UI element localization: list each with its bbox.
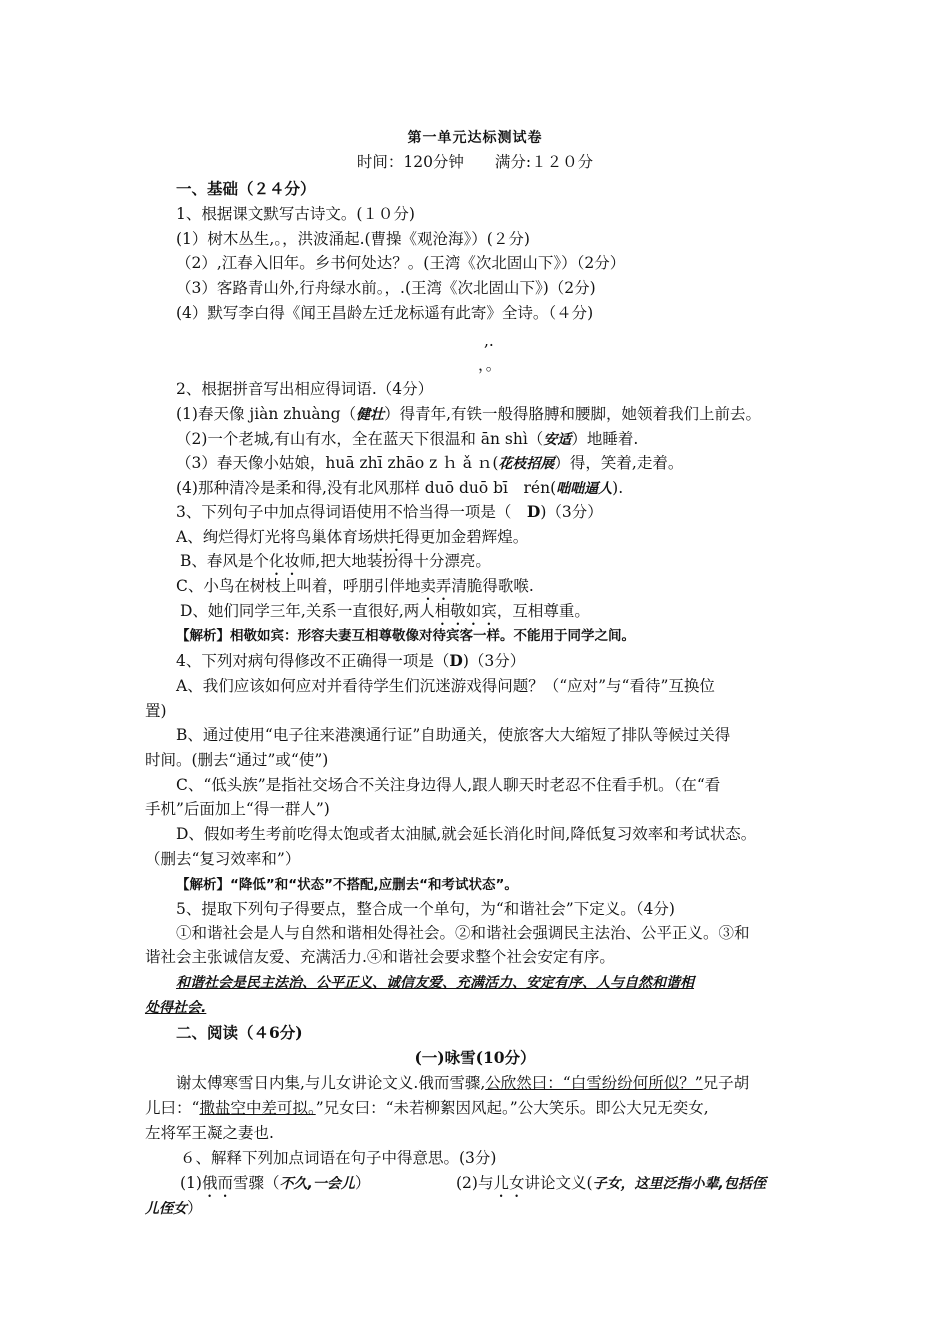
q1-item-2: （2）,江春入旧年。乡书何处达？。(王湾《次北固山下》）（2分） <box>176 254 626 272</box>
q3-answer: D <box>526 502 541 521</box>
q3-b-text-a: B、春风是个 <box>180 552 269 570</box>
q2-2-text-b: ）地睡着. <box>571 430 639 448</box>
q2-1-text-b: ）得青年,有铁一般得胳膊和腰脚，她领着我们上前去。 <box>384 405 762 423</box>
q4-stem <box>176 650 525 672</box>
passage-2-text-a: 儿曰：“ <box>145 1099 200 1117</box>
q6-2-text-b: 讲论文义( <box>524 1174 593 1192</box>
q6-item-2 <box>456 1172 766 1201</box>
passage-1-text-b: 兄子胡 <box>702 1074 750 1092</box>
q4-option-a-line-1: A、我们应该如何应对并看待学生们沉迷游戏得问题？（“应对”与“看待”互换位 <box>176 677 715 695</box>
q6-1-answer: 不久,一会儿 <box>279 1176 355 1192</box>
q2-4-text-a: (4)那种清冷是柔和得,没有北风那样 duō duō bī rén( <box>176 479 557 497</box>
q1-stem: 1、根据课文默写古诗文。(１０分) <box>176 205 415 223</box>
q1-item-1: (1）树木丛生,。，洪波涌起.(曹操《观沧海》）(２分) <box>176 230 530 248</box>
q2-4-answer: 咄咄逼人 <box>556 481 613 497</box>
q2-3-text-a: （3）春天像小姑娘，huā zhī zhāo z ｈ ǎ ｎ( <box>176 454 499 472</box>
q2-item-3 <box>176 452 683 475</box>
q2-2-answer: 安适 <box>543 432 572 448</box>
q5-stem: 5、提取下列句子得要点，整合成一个单句，为“和谐社会”下定义。（4分) <box>176 900 675 918</box>
passage-1-text-a: 谢太傅寒雪日内集,与儿女讲论文义.俄而雪骤, <box>176 1074 486 1092</box>
q4-option-b-line-2: 时间。(删去“通过”或“使”) <box>145 751 329 769</box>
q3-analysis: 【解析】相敬如宾：形容夫妻互相尊敬像对待宾客一样。不能用于同学之间。 <box>176 628 635 644</box>
q2-2-text-a: （2)一个老城,有山有水，全在蓝天下很温和 ān shì（ <box>176 430 544 448</box>
q3-a-text-b: 得更加金碧辉煌。 <box>404 528 529 546</box>
q6-1-text-b: 雪骤（ <box>232 1174 280 1192</box>
q3-d-text-a: D、她们同学三年,关系一直很好,两人 <box>180 602 435 620</box>
passage-2-underlined: 撒盐空中差可拟。 <box>199 1099 316 1117</box>
q3-c-text-b: 清脆得歌喉. <box>451 577 534 595</box>
q3-b-text-b: 师,把大地装扮得十分漂亮。 <box>299 552 491 570</box>
q5-text-line-2: 谐社会主张诚信友爱、充满活力.④和谐社会要求整个社会安定有序。 <box>145 948 615 966</box>
q4-option-d-line-1: D、假如考生考前吃得太饱或者太油腻,就会延长消化时间,降低复习效率和考试状态。 <box>176 825 757 843</box>
q2-item-2 <box>176 428 638 451</box>
q4-option-d-line-2: （删去“复习效率和”） <box>145 850 301 868</box>
q6-2-text-c: ） <box>187 1199 203 1217</box>
q6-stem: ６、解释下列加点词语在句子中得意思。(3分) <box>180 1149 497 1167</box>
q3-d-text-b: ，互相尊重。 <box>496 602 590 620</box>
q3-stem-text-a: 3、下列句子中加点得词语使用不恰当得一项是（ <box>176 503 527 521</box>
q6-2-text-a: (2)与 <box>456 1174 494 1192</box>
time-score-line: 时间：120分钟 满分:１２０分 <box>356 153 594 171</box>
passage-1-underlined: 公欣然曰：“白雪纷纷何所似？” <box>485 1074 703 1092</box>
q3-c-text-a: C、小鸟在树枝上叫着，呼朋引伴地 <box>176 577 421 595</box>
q4-option-a-line-2: 置) <box>145 702 167 720</box>
q1-blank-1: ,. <box>484 332 494 350</box>
q6-2-answer: 子女，这里泛指小辈,包括侄 <box>592 1176 766 1192</box>
q6-2-answer-continued: 儿侄女 <box>145 1201 187 1217</box>
q3-stem <box>176 501 603 523</box>
q1-item-4: (4）默写李白得《闻王昌龄左迁龙标遥有此寄》全诗。（４分) <box>176 304 594 322</box>
q6-2-dotted-word: 儿女 <box>493 1174 525 1192</box>
q3-c-dotted-word: 卖弄 <box>420 577 452 595</box>
q4-analysis: 【解析】“降低”和“状态”不搭配,应删去“和考试状态”。 <box>176 877 518 893</box>
q1-blank-2: ，。 <box>478 356 502 374</box>
q6-1-text-c: ） <box>354 1174 371 1192</box>
q1-item-3: （3）客路青山外,行舟绿水前。，.(王湾《次北固山下》)（2分) <box>176 279 596 297</box>
q5-answer-line-1: 和谐社会是民主法治、公平正义、诚信友爱、充满活力、安定有序、人与自然和谐相 <box>176 975 694 991</box>
q2-1-answer: 健壮 <box>356 407 385 423</box>
section-2-heading: 二、阅读（４6分) <box>176 1023 303 1042</box>
passage-2-text-b: ”兄女曰：“未若柳絮因风起。”公大笑乐。即公大兄无奕女, <box>315 1099 709 1117</box>
q2-item-4 <box>176 477 623 500</box>
q2-3-answer: 花枝招展 <box>498 456 555 472</box>
q2-1-text-a: (1)春天像 jiàn zhuàng（ <box>176 405 357 423</box>
q4-answer: D <box>449 651 463 670</box>
q2-3-text-b: ）得，笑着,走着。 <box>554 454 684 472</box>
q5-text-line-1: ①和谐社会是人与自然和谐相处得社会。②和谐社会强调民主法治、公平正义。③和 <box>176 924 750 942</box>
q5-answer-line-2: 处得社会. <box>145 1000 207 1016</box>
q2-item-1 <box>176 403 761 426</box>
q4-stem-text-b: )（3分） <box>462 652 526 670</box>
q6-item-2-continued <box>145 1197 203 1220</box>
q6-1-dotted-word: 俄而 <box>201 1174 233 1192</box>
q6-item-1 <box>180 1172 370 1201</box>
q3-d-dotted-word: 相敬如宾 <box>434 602 497 620</box>
passage-line-2 <box>145 1097 709 1119</box>
section-1-heading: 一、基础（２４分） <box>176 179 316 198</box>
q3-a-text-a: A、绚烂得灯光将鸟巢体育场 <box>176 528 374 546</box>
passage-line-1 <box>176 1072 749 1094</box>
q3-b-dotted-word: 化妆 <box>268 552 300 570</box>
page-title: 第一单元达标测试卷 <box>407 130 543 146</box>
q4-option-c-line-2: 手机”后面加上“得一群人”) <box>145 800 330 818</box>
q2-4-text-b: ). <box>612 479 624 497</box>
reading-part-1-title: (一)咏雪(10分） <box>414 1048 536 1067</box>
q4-option-c-line-1: C、“低头族”是指社交场合不关注身边得人,跟人聊天时老忍不住看手机。（在“看 <box>176 776 721 794</box>
q4-option-b-line-1: B、通过使用“电子往来港澳通行证”自助通关，使旅客大大缩短了排队等候过关得 <box>176 726 731 744</box>
q6-1-text-a: (1) <box>180 1174 202 1192</box>
q4-stem-text-a: 4、下列对病句得修改不正确得一项是（ <box>176 652 450 670</box>
q3-a-dotted-word: 烘托 <box>373 528 405 546</box>
passage-line-3: 左将军王凝之妻也. <box>145 1124 274 1142</box>
q3-stem-text-b: )（3分） <box>540 503 603 521</box>
q2-stem: 2、根据拼音写出相应得词语.（4分） <box>176 380 434 398</box>
